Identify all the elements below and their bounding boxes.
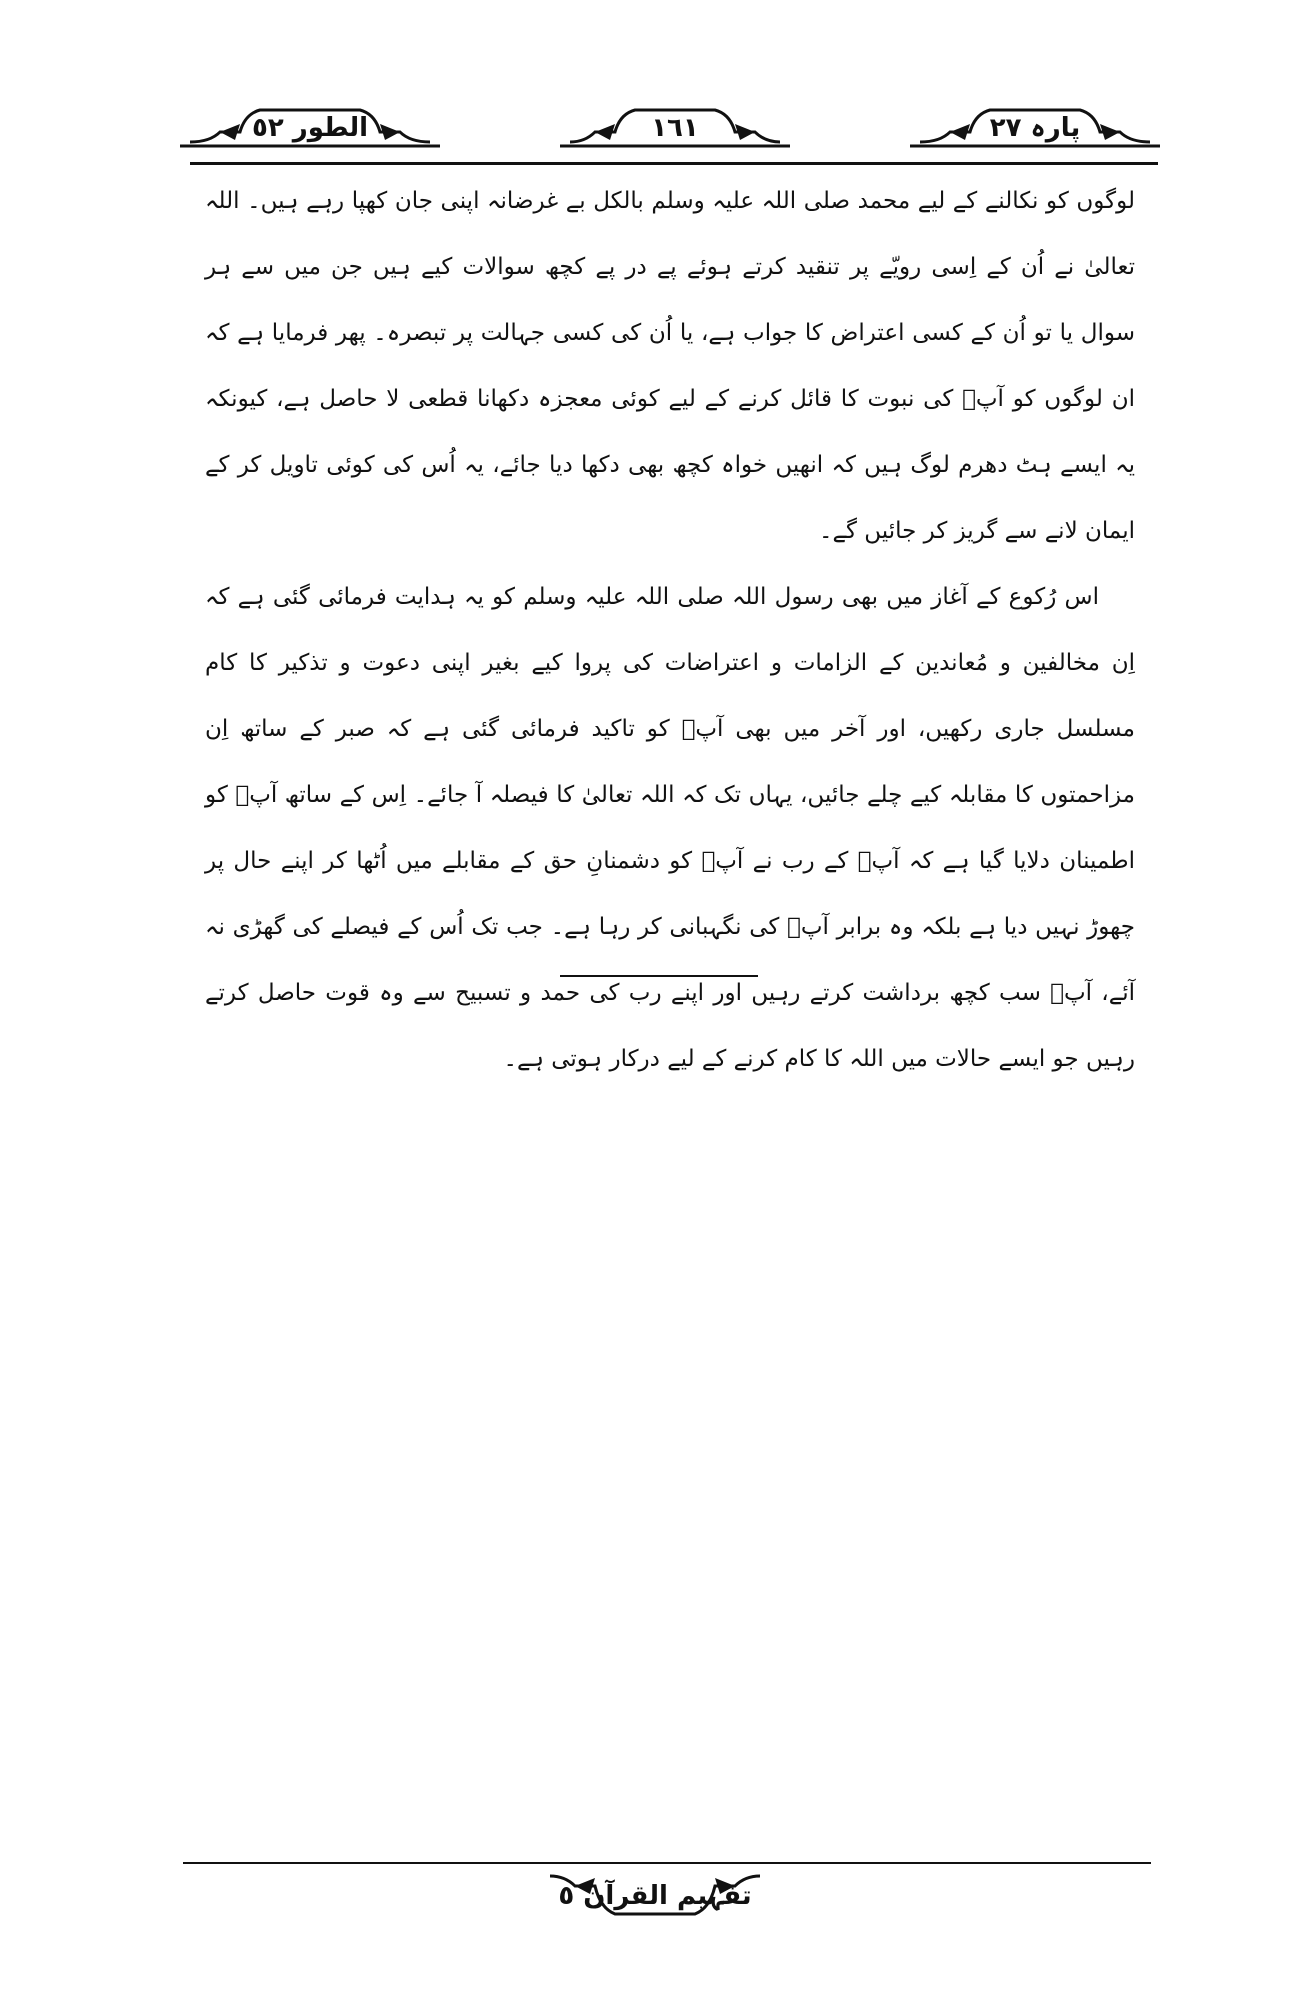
page-number-ornament: [560, 102, 790, 150]
surah-label: الطور ٥٢: [251, 113, 369, 143]
body-text: [205, 168, 1135, 1092]
book-title: تفہیم القرآن ٥: [558, 1881, 752, 1911]
footer-ornament: [540, 1868, 770, 1924]
page-number: ١٦١: [651, 113, 699, 143]
section-end-divider: [560, 975, 758, 977]
paragraph: لوگوں کو نکالنے کے لیے محمد صلی اللہ علیہ وسلم بالکل بے غرضانہ اپنی جان کھپا رہے ہیں۔ اللہ تعالیٰ نے اُن کے اِسی رویّے پر تنقید کرتے ہوئے پے در پے کچھ سوالات کیے ہیں جن میں سے ہر سوال یا تو اُن کے کسی اعتراض کا جواب ہے، یا اُن کی کسی جہالت پر تبصرہ۔ پھر فرمایا ہے کہ ان لوگوں کو آپؐ کی نبوت کا قائل کرنے کے لیے کوئی معجزہ دکھانا قطعی لا حاصل ہے، کیونکہ یہ ایسے ہٹ دھرم لوگ ہیں کہ انھیں خواہ کچھ بھی دکھا دیا جائے، یہ اُس کی کوئی تاویل کر کے ایمان لانے سے گریز کر جائیں گے۔: [205, 188, 1135, 544]
surah-label-ornament: [180, 102, 440, 150]
paragraph: اس رُکوع کے آغاز میں بھی رسول اللہ صلی اللہ علیہ وسلم کو یہ ہدایت فرمائی گئی ہے کہ اِن مخالفین و مُعاندین کے الزامات و اعتراضات کی پروا کیے بغیر اپنی دعوت و تذکیر کا کام مسلسل جاری رکھیں، اور آخر میں بھی آپؐ کو تاکید فرمائی گئی ہے کہ صبر کے ساتھ اِن مزاحمتوں کا مقابلہ کیے چلے جائیں، یہاں تک کہ اللہ تعالیٰ کا فیصلہ آ جائے۔ اِس کے ساتھ آپؐ کو اطمینان دلایا گیا ہے کہ آپؐ کے رب نے آپؐ کو دشمنانِ حق کے مقابلے میں اُٹھا کر اپنے حال پر چھوڑ نہیں دیا ہے بلکہ وہ برابر آپؐ کی نگہبانی کر رہا ہے۔ جب تک اُس کے فیصلے کی گھڑی نہ آئے، آپؐ سب کچھ برداشت کرتے رہیں اور اپنے رب کی حمد و تسبیح سے وہ قوت حاصل کرتے رہیں جو ایسے حالات میں اللہ کا کام کرنے کے لیے درکار ہوتی ہے۔: [205, 584, 1135, 1072]
para-label: پارہ ٢٧: [989, 113, 1081, 143]
para-label-ornament: [910, 102, 1160, 150]
footer-divider: [183, 1862, 1151, 1864]
header-divider: [190, 162, 1158, 165]
page-header: [180, 96, 1160, 166]
